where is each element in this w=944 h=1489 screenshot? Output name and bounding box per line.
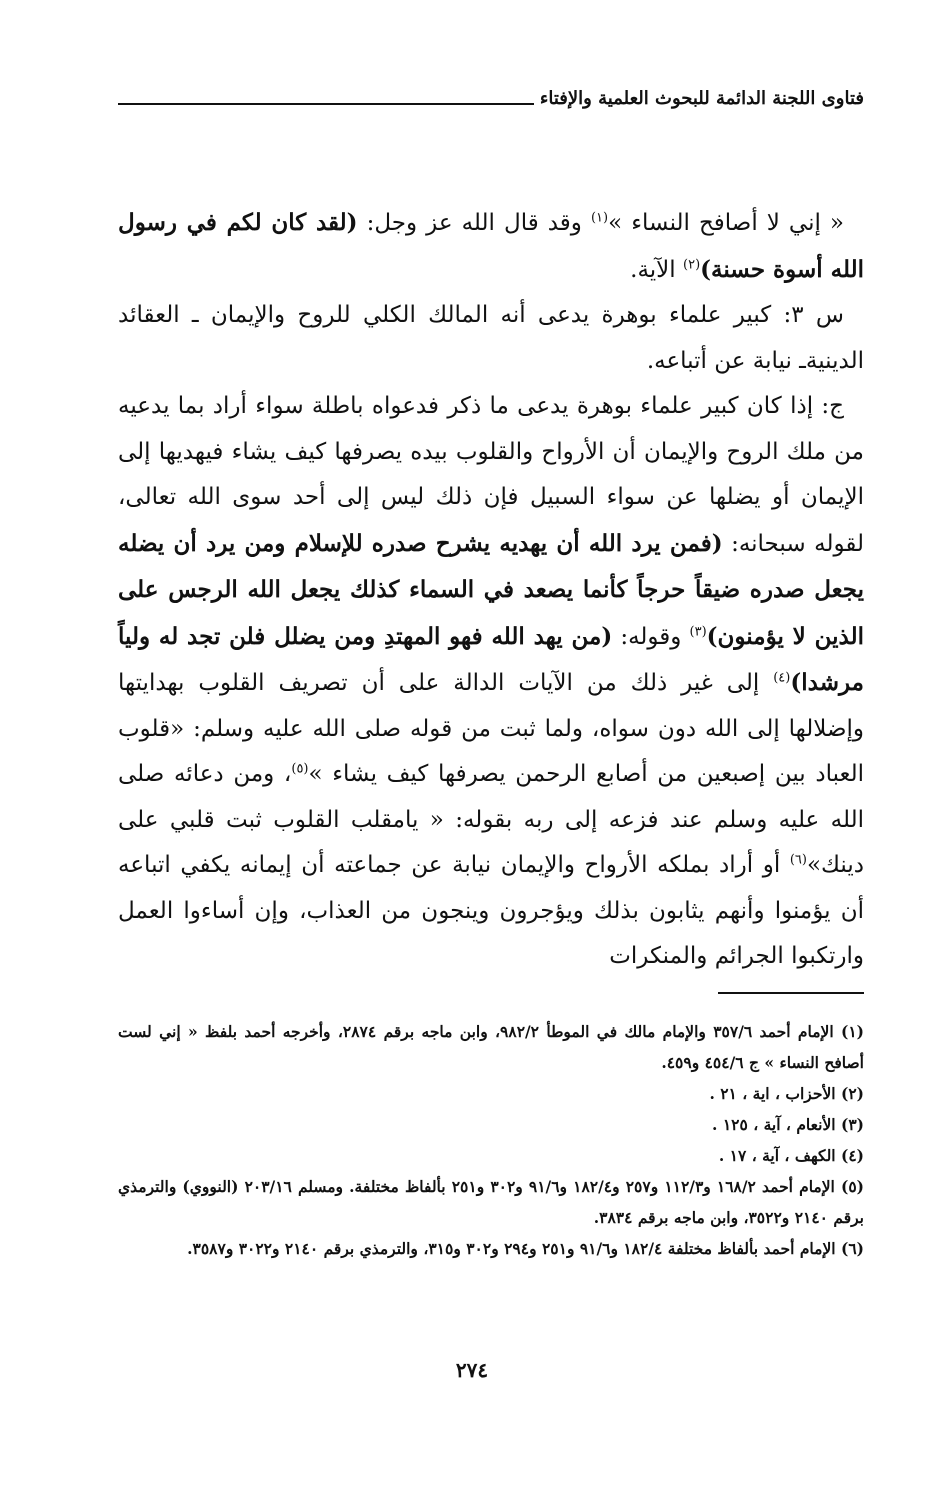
footnote-ref-1: (١)	[590, 210, 609, 226]
quran-verse: (فمن يرد الله أن يهديه يشرح صدره للإسلام ومن يرد أن يضله يجعل صدره ضيقاً حرجاً كأنما يصعد في السماء كذلك يجعل الله الرجس على الذين لا يؤمنون)	[118, 529, 864, 650]
paragraph-text: إلى غير ذلك من الآيات الدالة على أن تصريف القلوب بهدايتها وإضلالها إلى الله دون سواه، ولما ثبت من قوله صلى الله عليه وسلم: «قلوب العباد بين إصبعين من أصابع الرحمن يصرفها كيف يشاء »	[118, 670, 865, 787]
paragraph-text: أو أراد بملكه الأرواح والإيمان نيابة عن جماعته أن إيمانه يكفي اتباعه أن يؤمنوا وأنهم يثابون بذلك ويؤجرون وينجون من العذاب، وإن أساءوا العمل وارتكبوا الجرائم والمنكرات	[118, 852, 864, 969]
main-text	[118, 200, 864, 980]
footnote-ref-5: (٥)	[291, 761, 309, 777]
header-title: فتاوى اللجنة الدائمة للبحوث العلمية والإفتاء	[539, 88, 864, 109]
footnote-ref-6: (٦)	[789, 852, 807, 868]
question-3: س ٣: كبير علماء بوهرة يدعى أنه المالك الكلي للروح والإيمان ـ العقائد الدينيةـ نيابة عن أتباعه.	[118, 302, 864, 374]
footnote-ref-2: (٢)	[683, 256, 701, 272]
footnote-separator	[718, 992, 864, 994]
footnote-4: (٤) الكهف ، آية ، ١٧ .	[718, 1146, 864, 1165]
footnote-ref-3: (٣)	[689, 623, 707, 639]
page-number: ٢٧٤	[455, 1358, 489, 1382]
footnote-2: (٢) الأحزاب ، اية ، ٢١ .	[709, 1084, 864, 1103]
quran-verse: (لقد كان لكم في رسول الله أسوة حسنة)	[118, 209, 864, 283]
paragraph-text: ج: إذا كان كبير علماء بوهرة يدعى ما ذكر فدعواه باطلة سواء أراد بما يدعيه من ملك الروح والإيمان أن الأرواح والقلوب بيده يصرفها كيف يشاء فيهديها إلى الإيمان أو يضلها عن سواء السبيل فإن ذلك ليس إلى أحد سوى الله تعالى، لقوله سبحانه:	[118, 393, 864, 557]
answer-paragraph	[118, 384, 864, 980]
footnote-6: (٦) الإمام أحمد بألفاظ مختلفة ١٨٢/٤ و٩١/٦ و٢٥١ و٢٩٤ و٣٠٢ و٣١٥، والترمذي برقم ٢١٤٠ و٣٠٢٢ و٣٥٨٧.	[187, 1239, 864, 1258]
quran-verse: (من يهد الله فهو المهتدِ ومن يضلل فلن تجد له ولياً مرشدا)	[118, 622, 864, 696]
paragraph-text: الآية.	[630, 256, 684, 283]
paragraph-text: وقوله:	[612, 623, 690, 650]
footnote-ref-4: (٤)	[773, 670, 791, 686]
hadith-quote: « إني لا أصافح النساء »	[608, 210, 844, 236]
paragraph-text: وقد قال الله عز وجل:	[357, 210, 591, 236]
footnote-3: (٣) الأنعام ، آية ، ١٢٥ .	[712, 1115, 864, 1134]
footnotes	[118, 1016, 864, 1264]
paragraph-1	[118, 200, 864, 293]
footnote-5: (٥) الإمام أحمد ١٦٨/٢ و١١٢/٣ و٢٥٧ و١٨٢/٤ و٩١/٦ و٣٠٢ و٢٥١ بألفاظ مختلفة. ومسلم ٢٠٣/١٦ (النووي) والترمذي برقم ٢١٤٠ و٣٥٢٢، وابن ماجه برقم ٣٨٣٤.	[118, 1177, 864, 1227]
running-header	[118, 88, 864, 109]
header-rule	[118, 103, 534, 105]
paragraph-text: ، ومن دعائه صلى الله عليه وسلم عند فزعه إلى ربه بقوله: « يامقلب القلوب ثبت قلبي على دينك»	[118, 761, 864, 878]
footnote-1: (١) الإمام أحمد ٣٥٧/٦ والإمام مالك في الموطأ ٩٨٢/٢، وابن ماجه برقم ٢٨٧٤، وأخرجه أحمد بلفظ « إني لست أصافح النساء » ج ٤٥٤/٦ و٤٥٩.	[118, 1022, 864, 1072]
